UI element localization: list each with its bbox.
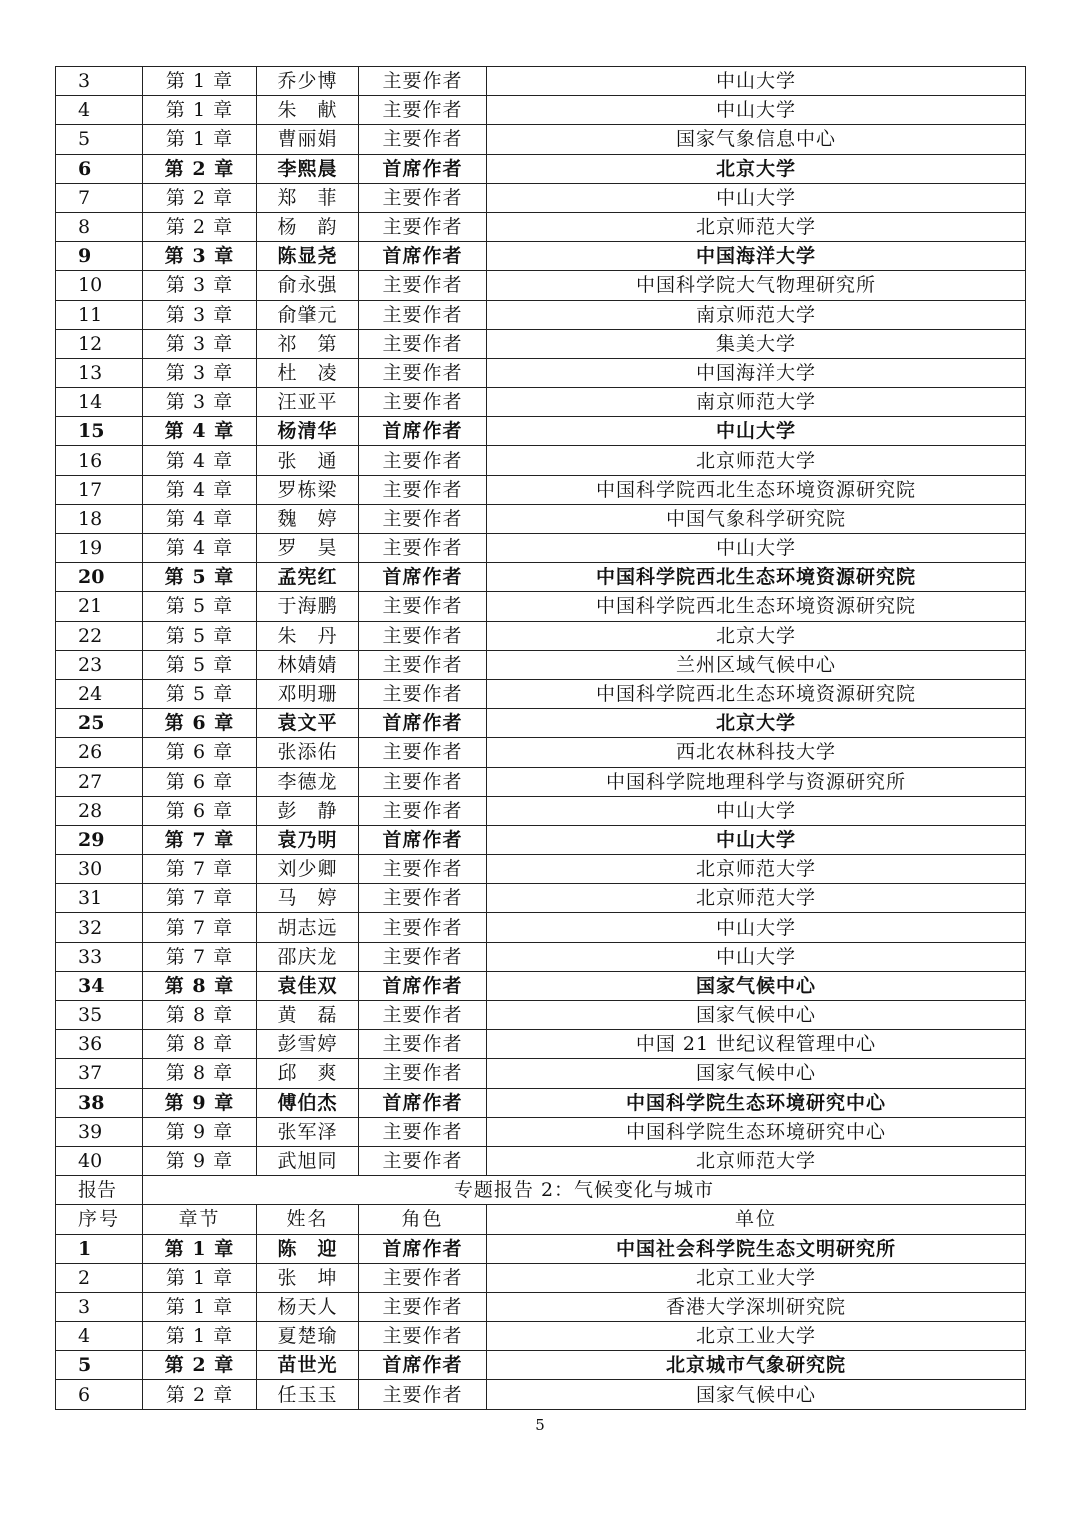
row-chapter: 第 5 章 [143,679,257,708]
row-chapter: 第 4 章 [143,446,257,475]
row-number: 6 [56,154,143,183]
row-chapter: 第 2 章 [143,1380,257,1409]
row-role: 主要作者 [359,913,487,942]
row-unit: 中山大学 [487,913,1026,942]
table-header-row [56,1205,1026,1234]
row-number: 2 [56,1263,143,1292]
table-body-part1 [56,67,1026,1176]
row-unit: 兰州区域气候中心 [487,650,1026,679]
header-role: 角色 [359,1205,487,1234]
row-unit: 中国海洋大学 [487,358,1026,387]
row-number: 28 [56,796,143,825]
row-role: 首席作者 [359,242,487,271]
row-name: 俞永强 [257,271,359,300]
row-name: 朱 丹 [257,621,359,650]
row-role: 主要作者 [359,1146,487,1175]
row-number: 3 [56,1292,143,1321]
row-chapter: 第 1 章 [143,1263,257,1292]
row-number: 15 [56,417,143,446]
row-name: 孟宪红 [257,563,359,592]
row-name: 袁佳双 [257,971,359,1000]
row-name: 李熙晨 [257,154,359,183]
row-role: 主要作者 [359,1059,487,1088]
row-number: 27 [56,767,143,796]
table-row [56,446,1026,475]
report-row [56,1176,1026,1205]
row-chapter: 第 5 章 [143,621,257,650]
row-number: 9 [56,242,143,271]
row-unit: 中国气象科学研究院 [487,504,1026,533]
row-chapter: 第 1 章 [143,67,257,96]
table-row [56,534,1026,563]
row-name: 祁 第 [257,329,359,358]
row-role: 主要作者 [359,212,487,241]
row-unit: 中国社会科学院生态文明研究所 [487,1234,1026,1263]
row-name: 张军泽 [257,1117,359,1146]
row-number: 38 [56,1088,143,1117]
row-name: 傅伯杰 [257,1088,359,1117]
row-role: 首席作者 [359,154,487,183]
row-role: 主要作者 [359,621,487,650]
row-number: 14 [56,388,143,417]
row-role: 首席作者 [359,417,487,446]
row-chapter: 第 6 章 [143,796,257,825]
row-name: 袁乃明 [257,825,359,854]
header-no: 序号 [56,1205,143,1234]
row-name: 罗 昊 [257,534,359,563]
row-chapter: 第 1 章 [143,1234,257,1263]
row-name: 邱 爽 [257,1059,359,1088]
table-row [56,271,1026,300]
row-number: 21 [56,592,143,621]
row-number: 36 [56,1030,143,1059]
row-chapter: 第 4 章 [143,534,257,563]
table-row [56,1351,1026,1380]
table-row [56,884,1026,913]
row-role: 首席作者 [359,971,487,1000]
row-unit: 北京师范大学 [487,212,1026,241]
table-row [56,1234,1026,1263]
row-role: 主要作者 [359,504,487,533]
row-unit: 国家气候中心 [487,1001,1026,1030]
row-unit: 北京师范大学 [487,1146,1026,1175]
row-chapter: 第 4 章 [143,417,257,446]
row-chapter: 第 8 章 [143,1059,257,1088]
table-row [56,67,1026,96]
table-row [56,738,1026,767]
table-row [56,592,1026,621]
row-number: 3 [56,67,143,96]
row-number: 26 [56,738,143,767]
table-row [56,1088,1026,1117]
row-unit: 北京师范大学 [487,446,1026,475]
table-row [56,1322,1026,1351]
row-number: 23 [56,650,143,679]
row-chapter: 第 5 章 [143,563,257,592]
row-chapter: 第 1 章 [143,1292,257,1321]
row-number: 4 [56,1322,143,1351]
header-name: 姓名 [257,1205,359,1234]
row-role: 首席作者 [359,825,487,854]
table-row [56,504,1026,533]
table-row [56,709,1026,738]
row-chapter: 第 8 章 [143,1030,257,1059]
row-unit: 北京师范大学 [487,855,1026,884]
row-name: 彭雪婷 [257,1030,359,1059]
report-label: 报告 [56,1176,143,1205]
row-name: 林婧婧 [257,650,359,679]
row-chapter: 第 9 章 [143,1117,257,1146]
row-role: 主要作者 [359,1117,487,1146]
row-unit: 中国海洋大学 [487,242,1026,271]
row-role: 主要作者 [359,1001,487,1030]
row-chapter: 第 7 章 [143,913,257,942]
header-chapter: 章节 [143,1205,257,1234]
row-name: 杜 凌 [257,358,359,387]
row-number: 20 [56,563,143,592]
table-row [56,1263,1026,1292]
table-row [56,563,1026,592]
row-chapter: 第 9 章 [143,1146,257,1175]
row-chapter: 第 3 章 [143,329,257,358]
row-chapter: 第 2 章 [143,154,257,183]
row-name: 邓明珊 [257,679,359,708]
row-number: 37 [56,1059,143,1088]
table-row [56,1117,1026,1146]
row-chapter: 第 2 章 [143,183,257,212]
row-name: 张 通 [257,446,359,475]
table-row [56,96,1026,125]
row-chapter: 第 4 章 [143,475,257,504]
table-row [56,358,1026,387]
row-role: 主要作者 [359,183,487,212]
row-name: 曹丽娟 [257,125,359,154]
table-row [56,125,1026,154]
row-number: 17 [56,475,143,504]
row-chapter: 第 4 章 [143,504,257,533]
row-chapter: 第 3 章 [143,358,257,387]
row-name: 于海鹏 [257,592,359,621]
row-unit: 中国科学院西北生态环境资源研究院 [487,475,1026,504]
table-row [56,1059,1026,1088]
row-unit: 南京师范大学 [487,388,1026,417]
row-number: 6 [56,1380,143,1409]
row-role: 首席作者 [359,1088,487,1117]
row-role: 主要作者 [359,592,487,621]
row-number: 13 [56,358,143,387]
row-name: 任玉玉 [257,1380,359,1409]
row-name: 彭 静 [257,796,359,825]
row-unit: 中山大学 [487,67,1026,96]
row-unit: 中国科学院生态环境研究中心 [487,1117,1026,1146]
row-number: 40 [56,1146,143,1175]
table-row [56,212,1026,241]
row-number: 33 [56,942,143,971]
row-chapter: 第 7 章 [143,855,257,884]
row-number: 8 [56,212,143,241]
table-row [56,242,1026,271]
row-name: 张添佑 [257,738,359,767]
row-number: 10 [56,271,143,300]
row-unit: 西北农林科技大学 [487,738,1026,767]
row-role: 主要作者 [359,125,487,154]
row-name: 夏楚瑜 [257,1322,359,1351]
row-chapter: 第 5 章 [143,592,257,621]
report-section [56,1176,1026,1234]
row-unit: 中山大学 [487,96,1026,125]
row-unit: 南京师范大学 [487,300,1026,329]
row-chapter: 第 2 章 [143,1351,257,1380]
row-number: 31 [56,884,143,913]
row-number: 30 [56,855,143,884]
table-row [56,1030,1026,1059]
row-unit: 中国科学院地理科学与资源研究所 [487,767,1026,796]
row-chapter: 第 3 章 [143,242,257,271]
row-name: 李德龙 [257,767,359,796]
row-chapter: 第 1 章 [143,125,257,154]
row-role: 主要作者 [359,300,487,329]
row-number: 5 [56,125,143,154]
row-role: 主要作者 [359,388,487,417]
row-unit: 中国科学院生态环境研究中心 [487,1088,1026,1117]
row-role: 主要作者 [359,1263,487,1292]
row-name: 杨天人 [257,1292,359,1321]
row-role: 主要作者 [359,1380,487,1409]
row-number: 24 [56,679,143,708]
row-role: 主要作者 [359,475,487,504]
row-role: 主要作者 [359,534,487,563]
table-row [56,388,1026,417]
row-unit: 北京大学 [487,621,1026,650]
row-role: 首席作者 [359,563,487,592]
row-unit: 中山大学 [487,825,1026,854]
row-name: 俞肇元 [257,300,359,329]
row-number: 11 [56,300,143,329]
row-role: 主要作者 [359,271,487,300]
table-row [56,329,1026,358]
row-unit: 国家气候中心 [487,1059,1026,1088]
table-row [56,183,1026,212]
row-role: 首席作者 [359,1351,487,1380]
row-name: 杨 韵 [257,212,359,241]
row-role: 主要作者 [359,767,487,796]
row-unit: 北京工业大学 [487,1322,1026,1351]
row-name: 刘少卿 [257,855,359,884]
row-unit: 北京城市气象研究院 [487,1351,1026,1380]
row-role: 主要作者 [359,358,487,387]
row-role: 主要作者 [359,942,487,971]
row-number: 18 [56,504,143,533]
row-chapter: 第 1 章 [143,96,257,125]
row-name: 陈 迎 [257,1234,359,1263]
table-row [56,154,1026,183]
row-number: 5 [56,1351,143,1380]
row-number: 19 [56,534,143,563]
row-unit: 中山大学 [487,942,1026,971]
row-role: 主要作者 [359,679,487,708]
row-number: 29 [56,825,143,854]
table-row [56,825,1026,854]
row-chapter: 第 7 章 [143,825,257,854]
row-name: 苗世光 [257,1351,359,1380]
row-unit: 北京大学 [487,709,1026,738]
row-name: 魏 婷 [257,504,359,533]
row-unit: 中山大学 [487,183,1026,212]
row-number: 22 [56,621,143,650]
table-row [56,855,1026,884]
row-chapter: 第 5 章 [143,650,257,679]
row-role: 主要作者 [359,884,487,913]
row-role: 主要作者 [359,96,487,125]
row-unit: 国家气象信息中心 [487,125,1026,154]
row-role: 主要作者 [359,738,487,767]
row-chapter: 第 7 章 [143,942,257,971]
row-unit: 中国 21 世纪议程管理中心 [487,1030,1026,1059]
table-row [56,1292,1026,1321]
report-title: 专题报告 2：气候变化与城市 [143,1176,1026,1205]
row-name: 郑 菲 [257,183,359,212]
table-body-part2 [56,1234,1026,1409]
row-role: 主要作者 [359,1030,487,1059]
row-unit: 中国科学院西北生态环境资源研究院 [487,592,1026,621]
row-number: 39 [56,1117,143,1146]
row-unit: 中山大学 [487,534,1026,563]
row-unit: 北京大学 [487,154,1026,183]
row-number: 34 [56,971,143,1000]
row-chapter: 第 3 章 [143,300,257,329]
row-chapter: 第 6 章 [143,709,257,738]
row-name: 朱 献 [257,96,359,125]
row-number: 25 [56,709,143,738]
row-unit: 中国科学院大气物理研究所 [487,271,1026,300]
row-number: 4 [56,96,143,125]
row-role: 首席作者 [359,709,487,738]
row-name: 陈显尧 [257,242,359,271]
row-chapter: 第 8 章 [143,971,257,1000]
row-name: 马 婷 [257,884,359,913]
table-row [56,1380,1026,1409]
row-number: 7 [56,183,143,212]
row-role: 主要作者 [359,650,487,679]
table-row [56,913,1026,942]
row-unit: 香港大学深圳研究院 [487,1292,1026,1321]
table-row [56,971,1026,1000]
row-name: 邵庆龙 [257,942,359,971]
row-number: 1 [56,1234,143,1263]
row-chapter: 第 1 章 [143,1322,257,1351]
row-unit: 国家气候中心 [487,1380,1026,1409]
row-role: 主要作者 [359,855,487,884]
row-name: 武旭同 [257,1146,359,1175]
row-role: 主要作者 [359,1322,487,1351]
row-chapter: 第 7 章 [143,884,257,913]
row-chapter: 第 8 章 [143,1001,257,1030]
row-name: 胡志远 [257,913,359,942]
row-role: 主要作者 [359,1292,487,1321]
row-chapter: 第 3 章 [143,388,257,417]
row-name: 乔少博 [257,67,359,96]
row-role: 主要作者 [359,329,487,358]
table-row [56,475,1026,504]
row-role: 首席作者 [359,1234,487,1263]
row-number: 12 [56,329,143,358]
author-table [55,66,1026,1410]
row-number: 32 [56,913,143,942]
row-role: 主要作者 [359,446,487,475]
row-number: 35 [56,1001,143,1030]
table-row [56,796,1026,825]
row-name: 袁文平 [257,709,359,738]
row-number: 16 [56,446,143,475]
page-number: 5 [535,1416,545,1434]
row-unit: 国家气候中心 [487,971,1026,1000]
header-unit: 单位 [487,1205,1026,1234]
row-unit: 北京师范大学 [487,884,1026,913]
row-unit: 中山大学 [487,796,1026,825]
row-name: 汪亚平 [257,388,359,417]
row-chapter: 第 9 章 [143,1088,257,1117]
row-unit: 中国科学院西北生态环境资源研究院 [487,563,1026,592]
table-row [56,621,1026,650]
row-role: 主要作者 [359,67,487,96]
table-row [56,650,1026,679]
row-unit: 中山大学 [487,417,1026,446]
table-row [56,1146,1026,1175]
row-chapter: 第 3 章 [143,271,257,300]
row-role: 主要作者 [359,796,487,825]
table-row [56,679,1026,708]
row-unit: 北京工业大学 [487,1263,1026,1292]
table-row [56,767,1026,796]
row-name: 张 坤 [257,1263,359,1292]
table-row [56,417,1026,446]
row-unit: 中国科学院西北生态环境资源研究院 [487,679,1026,708]
table-row [56,300,1026,329]
row-name: 黄 磊 [257,1001,359,1030]
row-name: 杨清华 [257,417,359,446]
row-chapter: 第 6 章 [143,738,257,767]
row-chapter: 第 6 章 [143,767,257,796]
row-chapter: 第 2 章 [143,212,257,241]
row-name: 罗栋梁 [257,475,359,504]
table-row [56,1001,1026,1030]
row-unit: 集美大学 [487,329,1026,358]
table-row [56,942,1026,971]
